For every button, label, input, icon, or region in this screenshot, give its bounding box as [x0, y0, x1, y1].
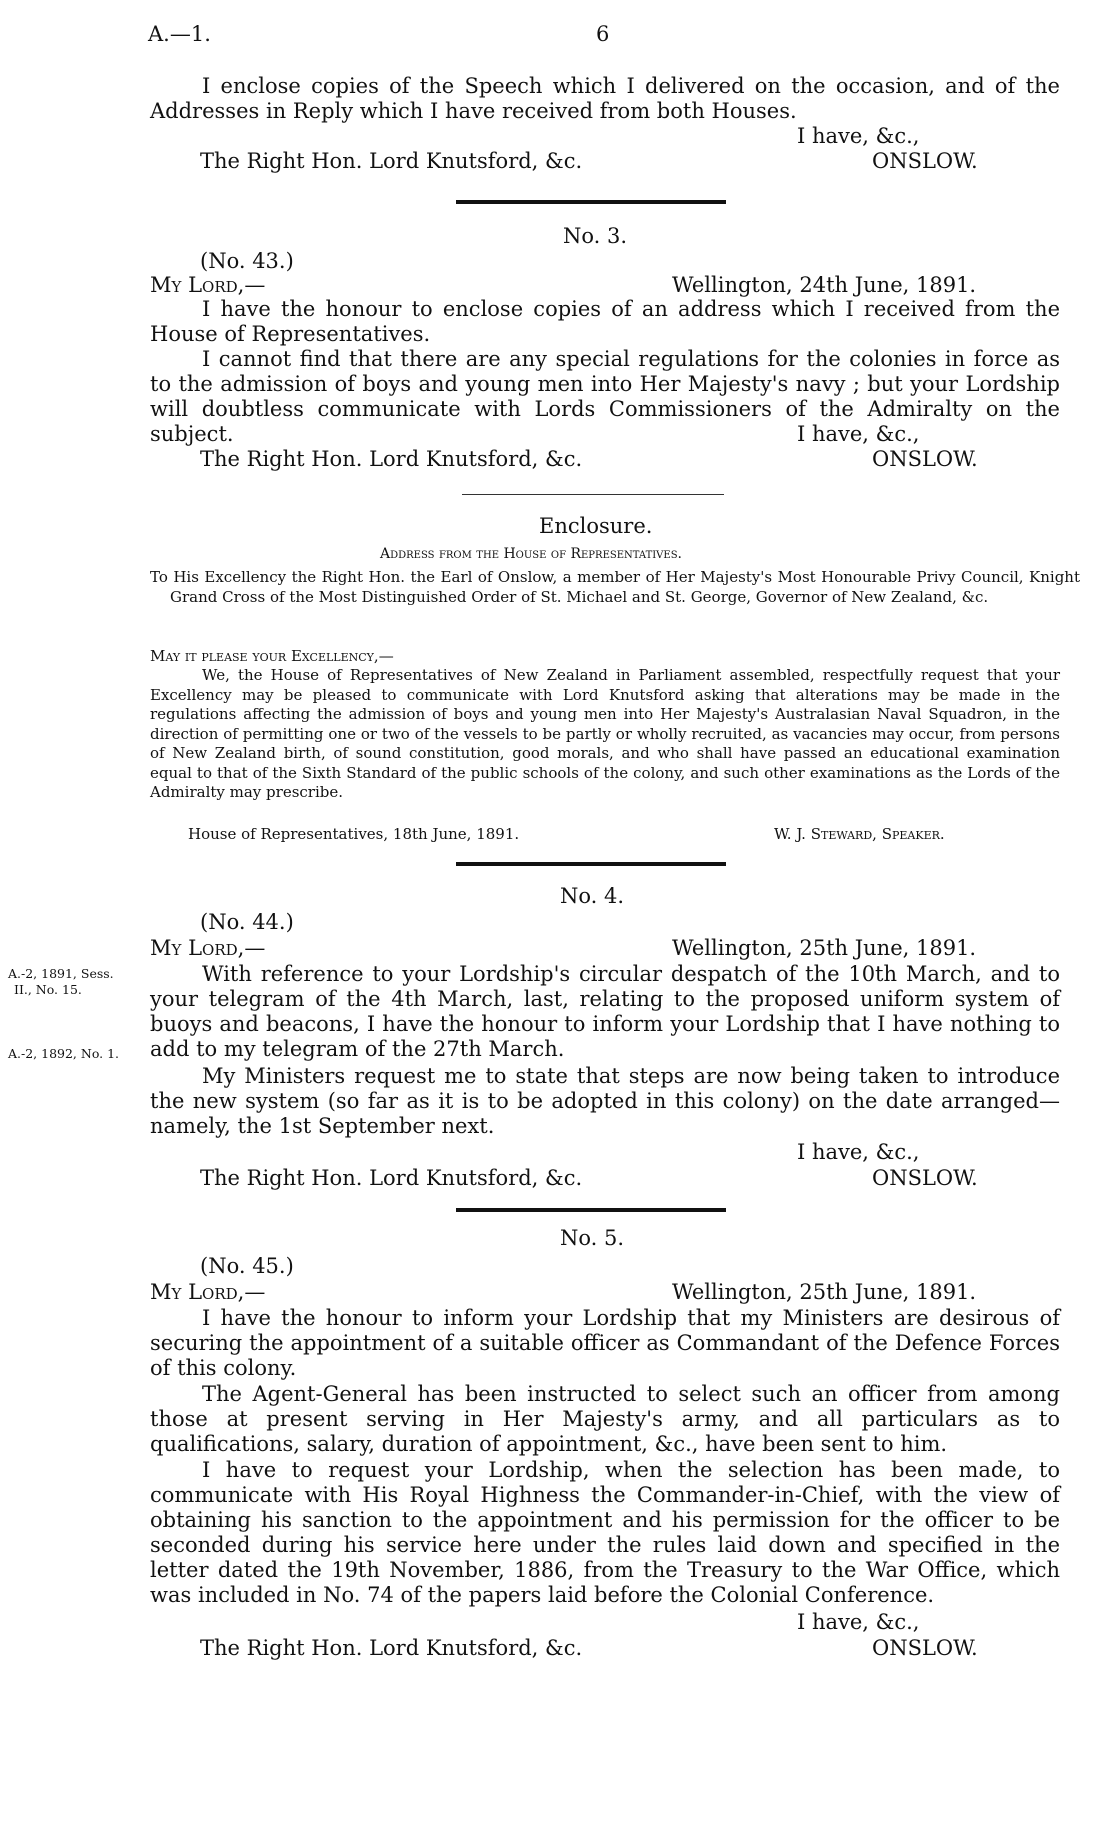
no5-ref: (No. 45.) — [200, 1254, 294, 1278]
no5-title: No. 5. — [560, 1226, 625, 1250]
no5-signature: ONSLOW. — [872, 1636, 978, 1660]
margin-note-1b: II., No. 15. — [14, 982, 82, 997]
intro-signature: ONSLOW. — [872, 149, 978, 173]
page-number: 6 — [596, 22, 610, 46]
no3-addressee: The Right Hon. Lord Knutsford, &c. — [200, 447, 583, 471]
no4-signature: ONSLOW. — [872, 1166, 978, 1190]
no4-paragraph-1: With reference to your Lordship's circular despatch of the 10th March, and to your telegram of the 4th March, last, relating to the proposed uniform system of buoys and beacons, I have the honour to inform your Lordship that I have nothing to add to my telegram of the 27th March. — [150, 962, 1060, 1061]
no5-addressee: The Right Hon. Lord Knutsford, &c. — [200, 1636, 583, 1660]
margin-note-2: A.-2, 1892, No. 1. — [8, 1046, 119, 1061]
section-divider — [456, 1208, 726, 1212]
enclosure-addressee: To His Excellency the Right Hon. the Earl of Onslow, a member of Her Majesty's Most Honourable Privy Council, Knight Grand Cross of the Most Distinguished Order of St. Michael and St. George, Governor of New Zealand, &c. — [150, 568, 1080, 606]
no3-place-date: Wellington, 24th June, 1891. — [672, 273, 977, 297]
intro-addressee: The Right Hon. Lord Knutsford, &c. — [200, 149, 583, 173]
enclosure-divider — [462, 494, 724, 495]
margin-note-1: A.-2, 1891, Sess. — [8, 966, 114, 981]
no3-paragraph-1: I have the honour to enclose copies of an address which I received from the House of Representatives. — [150, 297, 1060, 346]
no3-paragraph-2: I cannot find that there are any special regulations for the colonies in force as to the admission of boys and young men into Her Majesty's navy ; but your Lordship will doubtless communicate with Lords Commissioners of the Admiralty on the subject. — [150, 347, 1060, 446]
no5-paragraph-3: I have to request your Lordship, when the selection has been made, to communicate with His Royal Highness the Commander-in-Chief, with the view of obtaining his sanction to the appointment and his permission for the officer to be seconded during his service here under the rules laid down and specified in the letter dated the 19th November, 1886, from the Treasury to the War Office, which was included in No. 74 of the papers laid before the Colonial Conference. — [150, 1458, 1060, 1607]
intro-paragraph: I enclose copies of the Speech which I delivered on the occasion, and of the Addresses in Reply which I have received from both Houses. — [150, 74, 1060, 123]
enclosure-place-date: House of Representatives, 18th June, 1891. — [188, 825, 520, 843]
no5-paragraph-2: The Agent-General has been instructed to select such an officer from among those at present serving in Her Majesty's army, and all particulars as to qualifications, salary, duration of appointment, &c., have been sent to him. — [150, 1382, 1060, 1456]
no4-place-date: Wellington, 25th June, 1891. — [672, 936, 977, 960]
no5-salutation: My Lord,— — [150, 1280, 266, 1304]
no4-closing: I have, &c., — [797, 1140, 920, 1164]
enclosure-title: Enclosure. — [539, 514, 653, 538]
no3-closing: I have, &c., — [797, 422, 920, 446]
no5-closing: I have, &c., — [797, 1610, 920, 1634]
no4-salutation: My Lord,— — [150, 936, 266, 960]
no4-title: No. 4. — [560, 884, 625, 908]
no4-addressee: The Right Hon. Lord Knutsford, &c. — [200, 1166, 583, 1190]
enclosure-salutation: May it please your Excellency,— — [150, 647, 394, 665]
document-reference: A.—1. — [148, 22, 211, 46]
no3-title: No. 3. — [563, 224, 628, 248]
section-divider — [456, 862, 726, 866]
no3-signature: ONSLOW. — [872, 447, 978, 471]
no4-ref: (No. 44.) — [200, 910, 294, 934]
enclosure-body: We, the House of Representatives of New Zealand in Parliament assembled, respectfully request that your Excellency may be pleased to communicate with Lord Knutsford asking that alterations may be made in the regulations affecting the admission of boys and young men into Her Majesty's Australasian Naval Squadron, in the direction of permitting one or two of the vessels to be partly or wholly recruited, as vacancies may occur, from persons of New Zealand birth, of sound constitution, good morals, and who shall have passed an educational examination equal to that of the Sixth Standard of the public schools of the colony, and such other examinations as the Lords of the Admiralty may prescribe. — [150, 666, 1060, 801]
section-divider — [456, 200, 726, 204]
no5-paragraph-1: I have the honour to inform your Lordship that my Ministers are desirous of securing the appointment of a suitable officer as Commandant of the Defence Forces of this colony. — [150, 1306, 1060, 1380]
no4-paragraph-2: My Ministers request me to state that steps are now being taken to introduce the new system (so far as it is to be adopted in this colony) on the date arranged—namely, the 1st September next. — [150, 1064, 1060, 1138]
intro-closing: I have, &c., — [797, 124, 920, 148]
no3-salutation: My Lord,— — [150, 273, 266, 297]
enclosure-subtitle: Address from the House of Representatives. — [380, 546, 683, 562]
no3-ref: (No. 43.) — [200, 249, 294, 273]
no5-place-date: Wellington, 25th June, 1891. — [672, 1280, 977, 1304]
enclosure-signature: W. J. Steward, Speaker. — [774, 825, 945, 843]
